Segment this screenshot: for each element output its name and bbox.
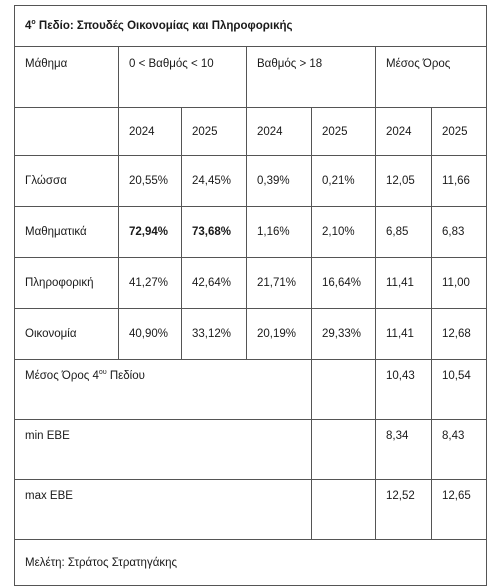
year-cell: 2025 — [182, 108, 247, 156]
table-row — [15, 258, 487, 309]
header-average: Μέσος Όρος — [376, 47, 487, 108]
value-cell: 11,41 — [376, 258, 432, 309]
subject-informatics: Πληροφορική — [15, 258, 119, 309]
subject-economics: Οικονομία — [15, 309, 119, 360]
value-cell-highlight: 72,94% — [119, 207, 182, 258]
value-cell: 11,41 — [376, 309, 432, 360]
header-high-grade: Βαθμός > 18 — [247, 47, 376, 108]
header-low-grade: 0 < Βαθμός < 10 — [119, 47, 247, 108]
value-cell: 10,43 — [376, 360, 432, 420]
value-cell: 12,05 — [376, 156, 432, 207]
subject-mathematics: Μαθηματικά — [15, 207, 119, 258]
year-cell: 2025 — [432, 108, 487, 156]
value-cell: 0,39% — [247, 156, 312, 207]
table-row — [15, 156, 487, 207]
value-cell: 24,45% — [182, 156, 247, 207]
title-superscript: ο — [31, 19, 36, 27]
year-cell: 2025 — [312, 108, 376, 156]
value-cell: 11,66 — [432, 156, 487, 207]
value-cell: 16,64% — [312, 258, 376, 309]
value-cell: 6,85 — [376, 207, 432, 258]
years-row — [15, 108, 487, 156]
year-cell: 2024 — [247, 108, 312, 156]
field-average-label-suffix: Πεδίου — [106, 370, 145, 382]
field-average-label-superscript: ου — [98, 369, 107, 377]
year-cell: 2024 — [376, 108, 432, 156]
min-ebe-label: min ΕΒΕ — [15, 420, 312, 480]
header-subject: Μάθημα — [15, 47, 119, 108]
value-cell: 12,52 — [376, 480, 432, 540]
footer-row — [15, 540, 487, 586]
value-cell: 20,55% — [119, 156, 182, 207]
value-cell: 8,43 — [432, 420, 487, 480]
max-ebe-row — [15, 480, 487, 540]
value-cell: 29,33% — [312, 309, 376, 360]
table-row — [15, 207, 487, 258]
value-cell: 10,54 — [432, 360, 487, 420]
value-cell-highlight: 73,68% — [182, 207, 247, 258]
value-cell: 21,71% — [247, 258, 312, 309]
table-row — [15, 309, 487, 360]
max-ebe-label: max ΕΒΕ — [15, 480, 312, 540]
value-cell: 20,19% — [247, 309, 312, 360]
empty-cell — [312, 480, 376, 540]
table-title — [15, 6, 487, 47]
years-empty-cell — [15, 108, 119, 156]
empty-cell — [312, 360, 376, 420]
results-table — [14, 5, 487, 586]
min-ebe-row — [15, 420, 487, 480]
value-cell: 1,16% — [247, 207, 312, 258]
value-cell: 11,00 — [432, 258, 487, 309]
field-average-label-text: Μέσος Όρος 4 — [25, 370, 99, 382]
value-cell: 6,83 — [432, 207, 487, 258]
value-cell: 12,68 — [432, 309, 487, 360]
title-text: Πεδίο: Σπουδές Οικονομίας και Πληροφορικής — [35, 20, 293, 32]
title-number: 4 — [25, 20, 32, 32]
title-row — [15, 6, 487, 47]
year-cell: 2024 — [119, 108, 182, 156]
footer-credit: Μελέτη: Στράτος Στρατηγάκης — [15, 540, 487, 586]
value-cell: 40,90% — [119, 309, 182, 360]
field-average-row — [15, 360, 487, 420]
value-cell: 33,12% — [182, 309, 247, 360]
value-cell: 0,21% — [312, 156, 376, 207]
value-cell: 41,27% — [119, 258, 182, 309]
field-average-label — [15, 360, 312, 420]
empty-cell — [312, 420, 376, 480]
value-cell: 42,64% — [182, 258, 247, 309]
value-cell: 2,10% — [312, 207, 376, 258]
subject-language: Γλώσσα — [15, 156, 119, 207]
value-cell: 8,34 — [376, 420, 432, 480]
header-row — [15, 47, 487, 108]
value-cell: 12,65 — [432, 480, 487, 540]
